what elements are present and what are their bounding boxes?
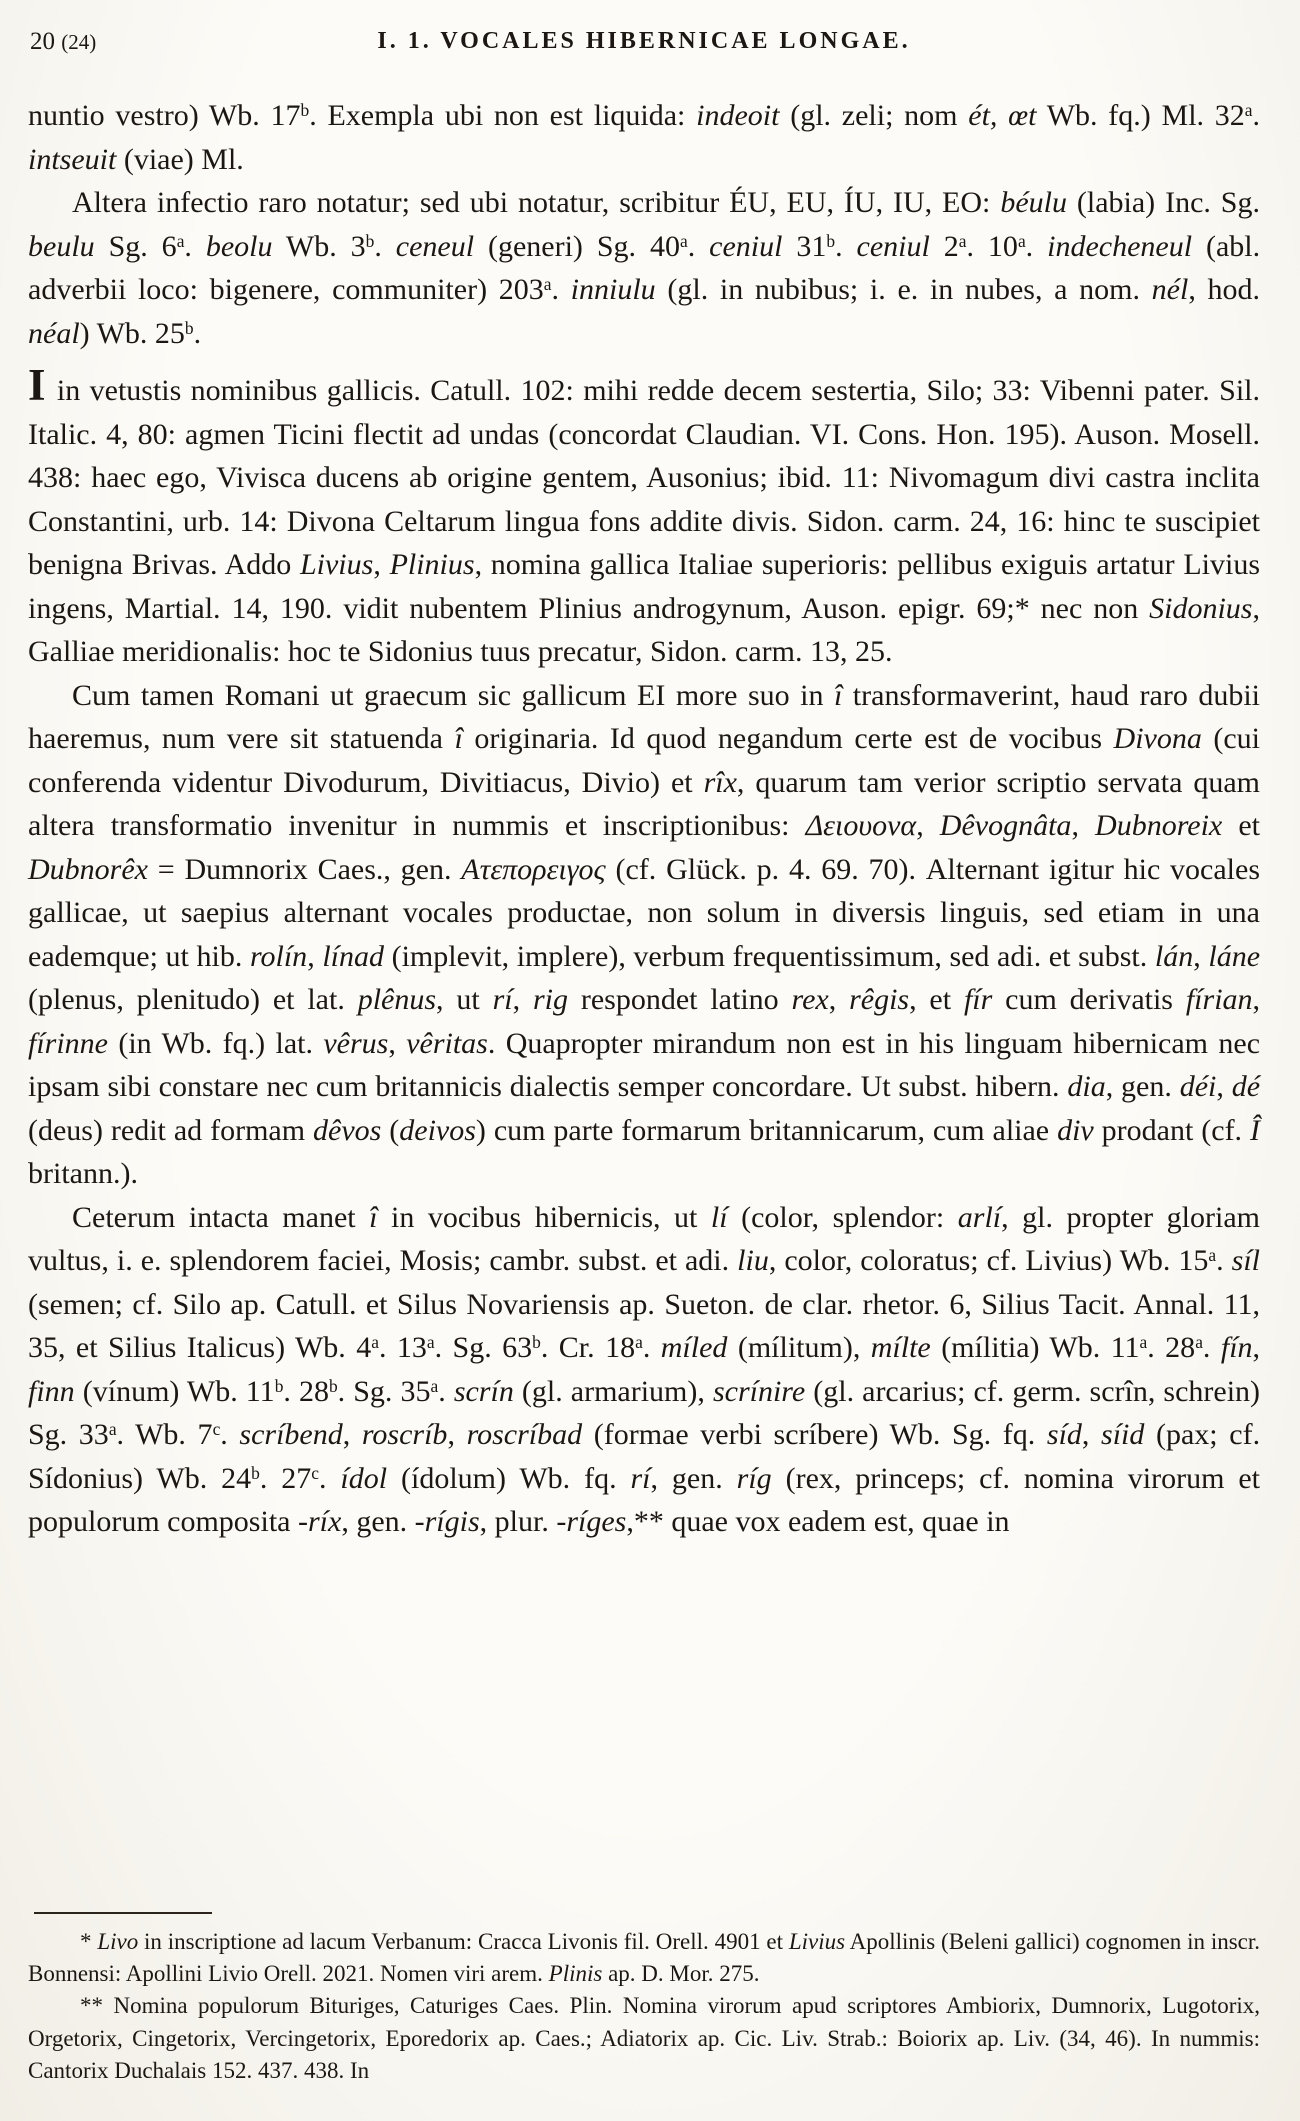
text-run: ** Nomina populorum Bituriges, Caturiges Caes. Plin. Nomina virorum apud scriptores Ambiorix, Dumnorix, Lugotorix, Orgetorix, Cingetorix, Vercingetorix, Eporedorix ap. Caes.; Adiatorix ap. Cic. Liv. Strab.: Boiorix ap. Liv. (34, 46). In nummis: Cantorix Duchalais 152. 437. 438. In [28, 1993, 1260, 2083]
text-run: . [1202, 1331, 1221, 1364]
text-run: originaria. Id quod negandum certe est de vocibus [462, 722, 1114, 755]
text-run: in vocibus hibernicis, ut [377, 1200, 711, 1234]
text-run: . [220, 1418, 240, 1451]
italic-term: vêritas [406, 1026, 488, 1060]
text-run: , nomina gallica Italiae superioris: pellibus exiguis artatur Livius ingens, Martial. 14, 190. vidit nubentem Plinius androgynum, Auson. epigr. 69;* nec non [28, 548, 1260, 625]
footnotes-list [28, 1926, 1260, 2087]
italic-term: Dubnoreix [1095, 809, 1223, 842]
superscript-ref: a [426, 1331, 435, 1352]
superscript-ref: b [328, 1375, 338, 1396]
running-title: I. 1. VOCALES HIBERNICAE LONGAE. [377, 28, 911, 54]
text-run: , [373, 548, 390, 581]
italic-term: láne [1208, 939, 1261, 973]
italic-term: plênus [357, 983, 437, 1016]
text-run: , [512, 983, 533, 1016]
footnote-separator-rule [34, 1912, 212, 1914]
italic-term: Plinius [389, 548, 475, 581]
italic-term: dé [1231, 1070, 1261, 1103]
italic-term: intseuit [28, 142, 117, 176]
text-run: (mílitia) Wb. 11 [930, 1331, 1140, 1364]
italic-term: roscríb [361, 1418, 448, 1451]
italic-term: finn [28, 1374, 75, 1408]
superscript-ref: a [176, 230, 185, 251]
superscript-ref: b [532, 1331, 541, 1352]
italic-term: síl [1231, 1244, 1260, 1277]
text-run: , [447, 1418, 467, 1451]
italic-term: arlí [957, 1200, 1002, 1234]
text-run: . 13 [378, 1331, 427, 1364]
text-run: . [318, 1461, 341, 1495]
italic-term: ceneul [395, 229, 475, 263]
italic-term: vêrus [323, 1026, 389, 1060]
italic-term: Ατεπορειγος [461, 852, 606, 886]
superscript-ref: a [1195, 1331, 1203, 1352]
superscript-ref: a [543, 273, 552, 294]
italic-term: î [833, 678, 843, 712]
superscript-ref: a [635, 1331, 643, 1352]
text-run: , [342, 1418, 362, 1451]
superscript-ref: a [1244, 99, 1253, 120]
italic-term: deivos [399, 1113, 476, 1147]
text-run: . [835, 229, 857, 263]
italic-term: div [1057, 1113, 1094, 1147]
paragraph [28, 1196, 1260, 1544]
text-run: (in Wb. fq.) lat. [108, 1026, 324, 1060]
text-run: (generi) Sg. 40 [474, 229, 680, 263]
text-run: (plenus, plenitudo) et lat. [28, 983, 358, 1016]
superscript-ref: b [365, 230, 375, 251]
text-run: (semen; cf. Silo ap. Catull. et Silus Novariensis ap. Sueton. de clar. rhetor. 6, Silius Tacit. Annal. 11, 35, et Silius Italicus) Wb. 4 [28, 1287, 1260, 1364]
italic-term: Sidonius [1149, 591, 1253, 625]
text-run: . Sg. 63 [434, 1331, 533, 1364]
italic-term: síid [1101, 1418, 1145, 1451]
text-run: 2 [929, 229, 959, 263]
text-run: in inscriptione ad lacum Verbanum: Cracca Livonis fil. Orell. 4901 et [138, 1929, 789, 1955]
italic-term: î [454, 722, 463, 755]
text-run: . [551, 273, 571, 306]
italic-term: fírian [1185, 983, 1253, 1016]
text-run: , color, coloratus; cf. Livius) Wb. 15 [768, 1244, 1209, 1277]
superscript-ref: b [300, 99, 310, 120]
italic-term: ríg [736, 1461, 772, 1495]
text-run: Ceterum intacta manet [72, 1200, 370, 1234]
italic-term: inniulu [570, 273, 656, 306]
text-run: Altera infectio raro notatur; sed ubi notatur, scribitur ÉU, EU, ÍU, IU, EO: [72, 186, 1001, 219]
superscript-ref: a [1208, 1244, 1217, 1265]
text-run: Apollinis (Beleni gallici) cognomen in inscr. Bonnensi: Apollini Livio Orell. 2021. Nomen viri arem. [28, 1929, 1261, 1987]
italic-term: rig [532, 983, 568, 1016]
italic-term: néal [28, 316, 80, 350]
text-run: et [1222, 809, 1261, 842]
text-run: (gl. zeli; nom [779, 99, 969, 132]
text-run: (pax; cf. Sídonius) Wb. 24 [28, 1418, 1261, 1495]
text-run: . [374, 229, 396, 263]
italic-term: Livius [788, 1929, 846, 1955]
text-run: , ut [436, 983, 493, 1016]
text-run: ,** quae vox eadem est, quae in [626, 1505, 1010, 1538]
text-run: (viae) Ml. [116, 142, 244, 176]
italic-term: fír [963, 983, 993, 1016]
text-run: 31 [782, 229, 827, 263]
paragraph [28, 94, 1260, 181]
italic-term: liu [737, 1244, 769, 1277]
text-run: . Wb. 7 [116, 1418, 213, 1451]
italic-term: Divona [1113, 722, 1202, 755]
superscript-ref: a [108, 1418, 117, 1439]
text-run: , quarum tam verior scriptio servata quam altera transformatio invenitur in nummis et inscriptionibus: [28, 765, 1260, 842]
page-header [28, 26, 1260, 72]
italic-term: fírinne [28, 1026, 108, 1060]
italic-term: fín [1220, 1331, 1253, 1364]
superscript-ref: b [184, 317, 194, 338]
superscript-ref: b [251, 1462, 260, 1483]
text-run: (rex, princeps; cf. nomina virorum et populorum composita [28, 1461, 1261, 1538]
text-run: Cum tamen Romani ut graecum sic gallicum EI more suo in [72, 678, 834, 712]
text-run: , [1252, 983, 1261, 1016]
italic-term: ceniul [709, 229, 783, 263]
italic-term: míled [660, 1331, 728, 1364]
text-run: (deus) redit ad formam [28, 1113, 313, 1147]
text-run: (labia) Inc. Sg. [1066, 186, 1260, 219]
text-run: , [1252, 1331, 1261, 1364]
text-run: . [687, 229, 710, 263]
sheet-signature: (24) [61, 30, 97, 54]
text-run: , [916, 809, 940, 842]
text-run: transformaverint, haud raro dubii haeremus, num vere sit statuenda [28, 678, 1260, 755]
italic-term: ceniul [856, 229, 930, 263]
superscript-ref: a [958, 230, 967, 251]
italic-term: beolu [205, 229, 273, 263]
text-run: . Sg. 35 [337, 1374, 431, 1408]
text-run: britann.). [28, 1157, 138, 1190]
text-run: respondet latino [567, 983, 792, 1016]
text-run: nuntio vestro) Wb. 17 [28, 99, 301, 132]
superscript-ref: a [371, 1331, 379, 1352]
text-run: . 28 [283, 1374, 329, 1408]
italic-term: -ríges [556, 1505, 627, 1538]
text-run: (gl. arcarius; cf. germ. scrîn, schrein) Sg. 33 [28, 1374, 1261, 1451]
text-run: (mílitum), [727, 1331, 871, 1364]
footnote [28, 1926, 1260, 1990]
italic-term: Dubnorêx [28, 852, 148, 886]
italic-term: -ríx [297, 1505, 342, 1538]
italic-term: dêvos [313, 1113, 382, 1147]
text-run: , Galliae meridionalis: hoc te Sidonius tuus precatur, Sidon. carm. 13, 25. [28, 591, 1260, 668]
text-run: * [80, 1929, 98, 1955]
text-run: (gl. armarium), [513, 1374, 713, 1408]
superscript-ref: a [430, 1375, 439, 1396]
superscript-ref: a [1139, 1331, 1148, 1352]
text-run: (color, splendor: [727, 1200, 958, 1234]
italic-term: rí [630, 1461, 651, 1495]
paragraph [28, 360, 1260, 674]
superscript-ref: b [274, 1375, 284, 1396]
text-run: (cf. Glück. p. 4. 69. 70). Alternant igitur hic vocales gallicae, ut saepius alternant vocales productae, non solum in diversis linguis, sed etiam in una eademque; ut hib. [28, 852, 1260, 973]
text-run: . Cr. 18 [540, 1331, 636, 1364]
text-run: , [307, 939, 323, 973]
text-run: in vetustis nominibus gallicis. Catull. 102: mihi redde decem sestertia, Silo; 33: Vibenni pater. Sil. Italic. 4, 80: agmen Ticini flectit ad undas (concordat Claudian. VI. Cons. Hon. 195). Auson. Mosell. 438: haec ego, Vivisca ducens ab origine gentem, Ausonius; ibid. 11: Nivomagum divi castra inclita Constantini, urb. 14: Divona Celtarum lingua fons addite divis. Sidon. carm. 24, 16: hinc te suscipiet benigna Brivas. Addo [28, 374, 1260, 581]
italic-term: scrín [453, 1374, 514, 1408]
italic-term: Î [1250, 1113, 1260, 1147]
text-run: cum derivatis [992, 983, 1186, 1016]
text-run: (vínum) Wb. 11 [74, 1374, 275, 1408]
italic-term: síd [1046, 1418, 1082, 1451]
text-run: . [193, 316, 202, 350]
superscript-ref: a [1017, 230, 1026, 251]
italic-term: dia [1067, 1070, 1106, 1103]
text-run: (ídolum) Wb. fq. [387, 1461, 631, 1495]
text-run: . [1025, 229, 1048, 263]
text-run: , [828, 983, 850, 1016]
text-run: . [184, 229, 206, 263]
text-run: Wb. 3 [272, 229, 366, 263]
italic-term: Livius [299, 548, 374, 581]
superscript-ref: c [311, 1462, 319, 1483]
text-run: ap. D. Mor. 275. [602, 1961, 760, 1987]
text-run: , gl. propter gloriam vultus, i. e. splendorem faciei, Mosis; cambr. subst. et adi. [28, 1200, 1260, 1277]
superscript-ref: b [826, 230, 836, 251]
italic-term: indeoit [696, 99, 780, 132]
text-run: prodant (cf. [1093, 1113, 1250, 1147]
italic-term: rí [492, 983, 513, 1016]
italic-term: rolín [249, 939, 308, 973]
body-paragraphs [28, 94, 1260, 1544]
italic-term: scríbend [239, 1418, 343, 1451]
superscript-ref: c [212, 1418, 221, 1439]
text-run: . Exempla ubi non est liquida: [309, 99, 697, 132]
text-run: , [1071, 809, 1096, 842]
dropcap-initial: I [28, 360, 48, 410]
paragraph [28, 181, 1260, 355]
text-run: (gl. in nubibus; i. e. in nubes, a nom. [655, 273, 1152, 306]
text-run: , [388, 1026, 407, 1060]
page-number [30, 28, 96, 56]
text-run: (cui conferenda videntur Divodurum, Divitiacus, Divio) et [28, 722, 1261, 799]
text-run: , gen. [650, 1461, 737, 1495]
italic-term: Dêvognâta [939, 809, 1072, 842]
italic-term: lí [710, 1200, 728, 1234]
text-run: , plur. [479, 1505, 557, 1538]
italic-term: beulu [28, 229, 95, 263]
text-run: , [1081, 1418, 1102, 1451]
text-run: . 10 [966, 229, 1018, 263]
italic-term: roscríbad [466, 1418, 583, 1451]
italic-term: rêgis [849, 983, 910, 1016]
text-run: (abl. adverbii loco: bigenere, communiter) 203 [28, 229, 1261, 306]
text-run: (formae verbi scríbere) Wb. Sg. fq. [582, 1418, 1047, 1451]
text-run: , [1193, 939, 1209, 973]
italic-term: indecheneul [1047, 229, 1193, 263]
italic-term: Livo [97, 1929, 139, 1955]
text-run: ) Wb. 25 [79, 316, 185, 350]
italic-term: ídol [340, 1461, 388, 1495]
italic-term: rîx [703, 765, 737, 799]
text-run: . [642, 1331, 661, 1364]
italic-term: î [369, 1200, 378, 1234]
text-run: Sg. 6 [94, 229, 177, 263]
paragraph [28, 674, 1260, 1196]
text-run: , gen. [341, 1505, 415, 1538]
text-run: . [438, 1374, 454, 1408]
text-run: ) cum parte formarum britannicarum, cum aliae [475, 1113, 1058, 1147]
text-run: . Quapropter mirandum non est in his linguam hibernicam nec ipsam sibi constare nec cum britannicis dialectis semper concordare. Ut subst. hibern. [28, 1026, 1261, 1103]
superscript-ref: a [679, 230, 688, 251]
italic-term: Plinis [548, 1961, 603, 1987]
italic-term: mílte [870, 1331, 931, 1364]
page-number-value: 20 [30, 28, 55, 55]
footnote [28, 1990, 1260, 2087]
footnote-area [28, 1912, 1260, 2087]
text-run: (implevit, implere), verbum frequentissimum, sed adi. et subst. [383, 939, 1155, 973]
text-run: , et [909, 983, 964, 1016]
text-run: , hod. [1188, 273, 1261, 306]
italic-term: lán [1154, 939, 1194, 973]
text-run: , gen. [1105, 1070, 1180, 1103]
italic-term: ét, œt [968, 99, 1037, 132]
italic-term: scrínire [712, 1374, 806, 1408]
text-run: = Dumnorix Caes., gen. [147, 852, 462, 886]
italic-term: béulu [1000, 186, 1067, 219]
text-run: , [1216, 1070, 1232, 1103]
text-run: ( [381, 1113, 400, 1147]
italic-term: línad [322, 939, 384, 973]
text-run: Wb. fq.) Ml. 32 [1036, 99, 1245, 132]
italic-term: -rígis [414, 1505, 480, 1538]
text-run: . [1252, 99, 1261, 132]
italic-term: rex [791, 983, 829, 1016]
text-run: . [1216, 1244, 1232, 1277]
text-run: . 28 [1147, 1331, 1196, 1364]
italic-term: Δειουονα [805, 809, 917, 842]
italic-term: déi [1179, 1070, 1217, 1103]
text-run: . 27 [259, 1461, 312, 1495]
italic-term: nél [1151, 273, 1189, 306]
